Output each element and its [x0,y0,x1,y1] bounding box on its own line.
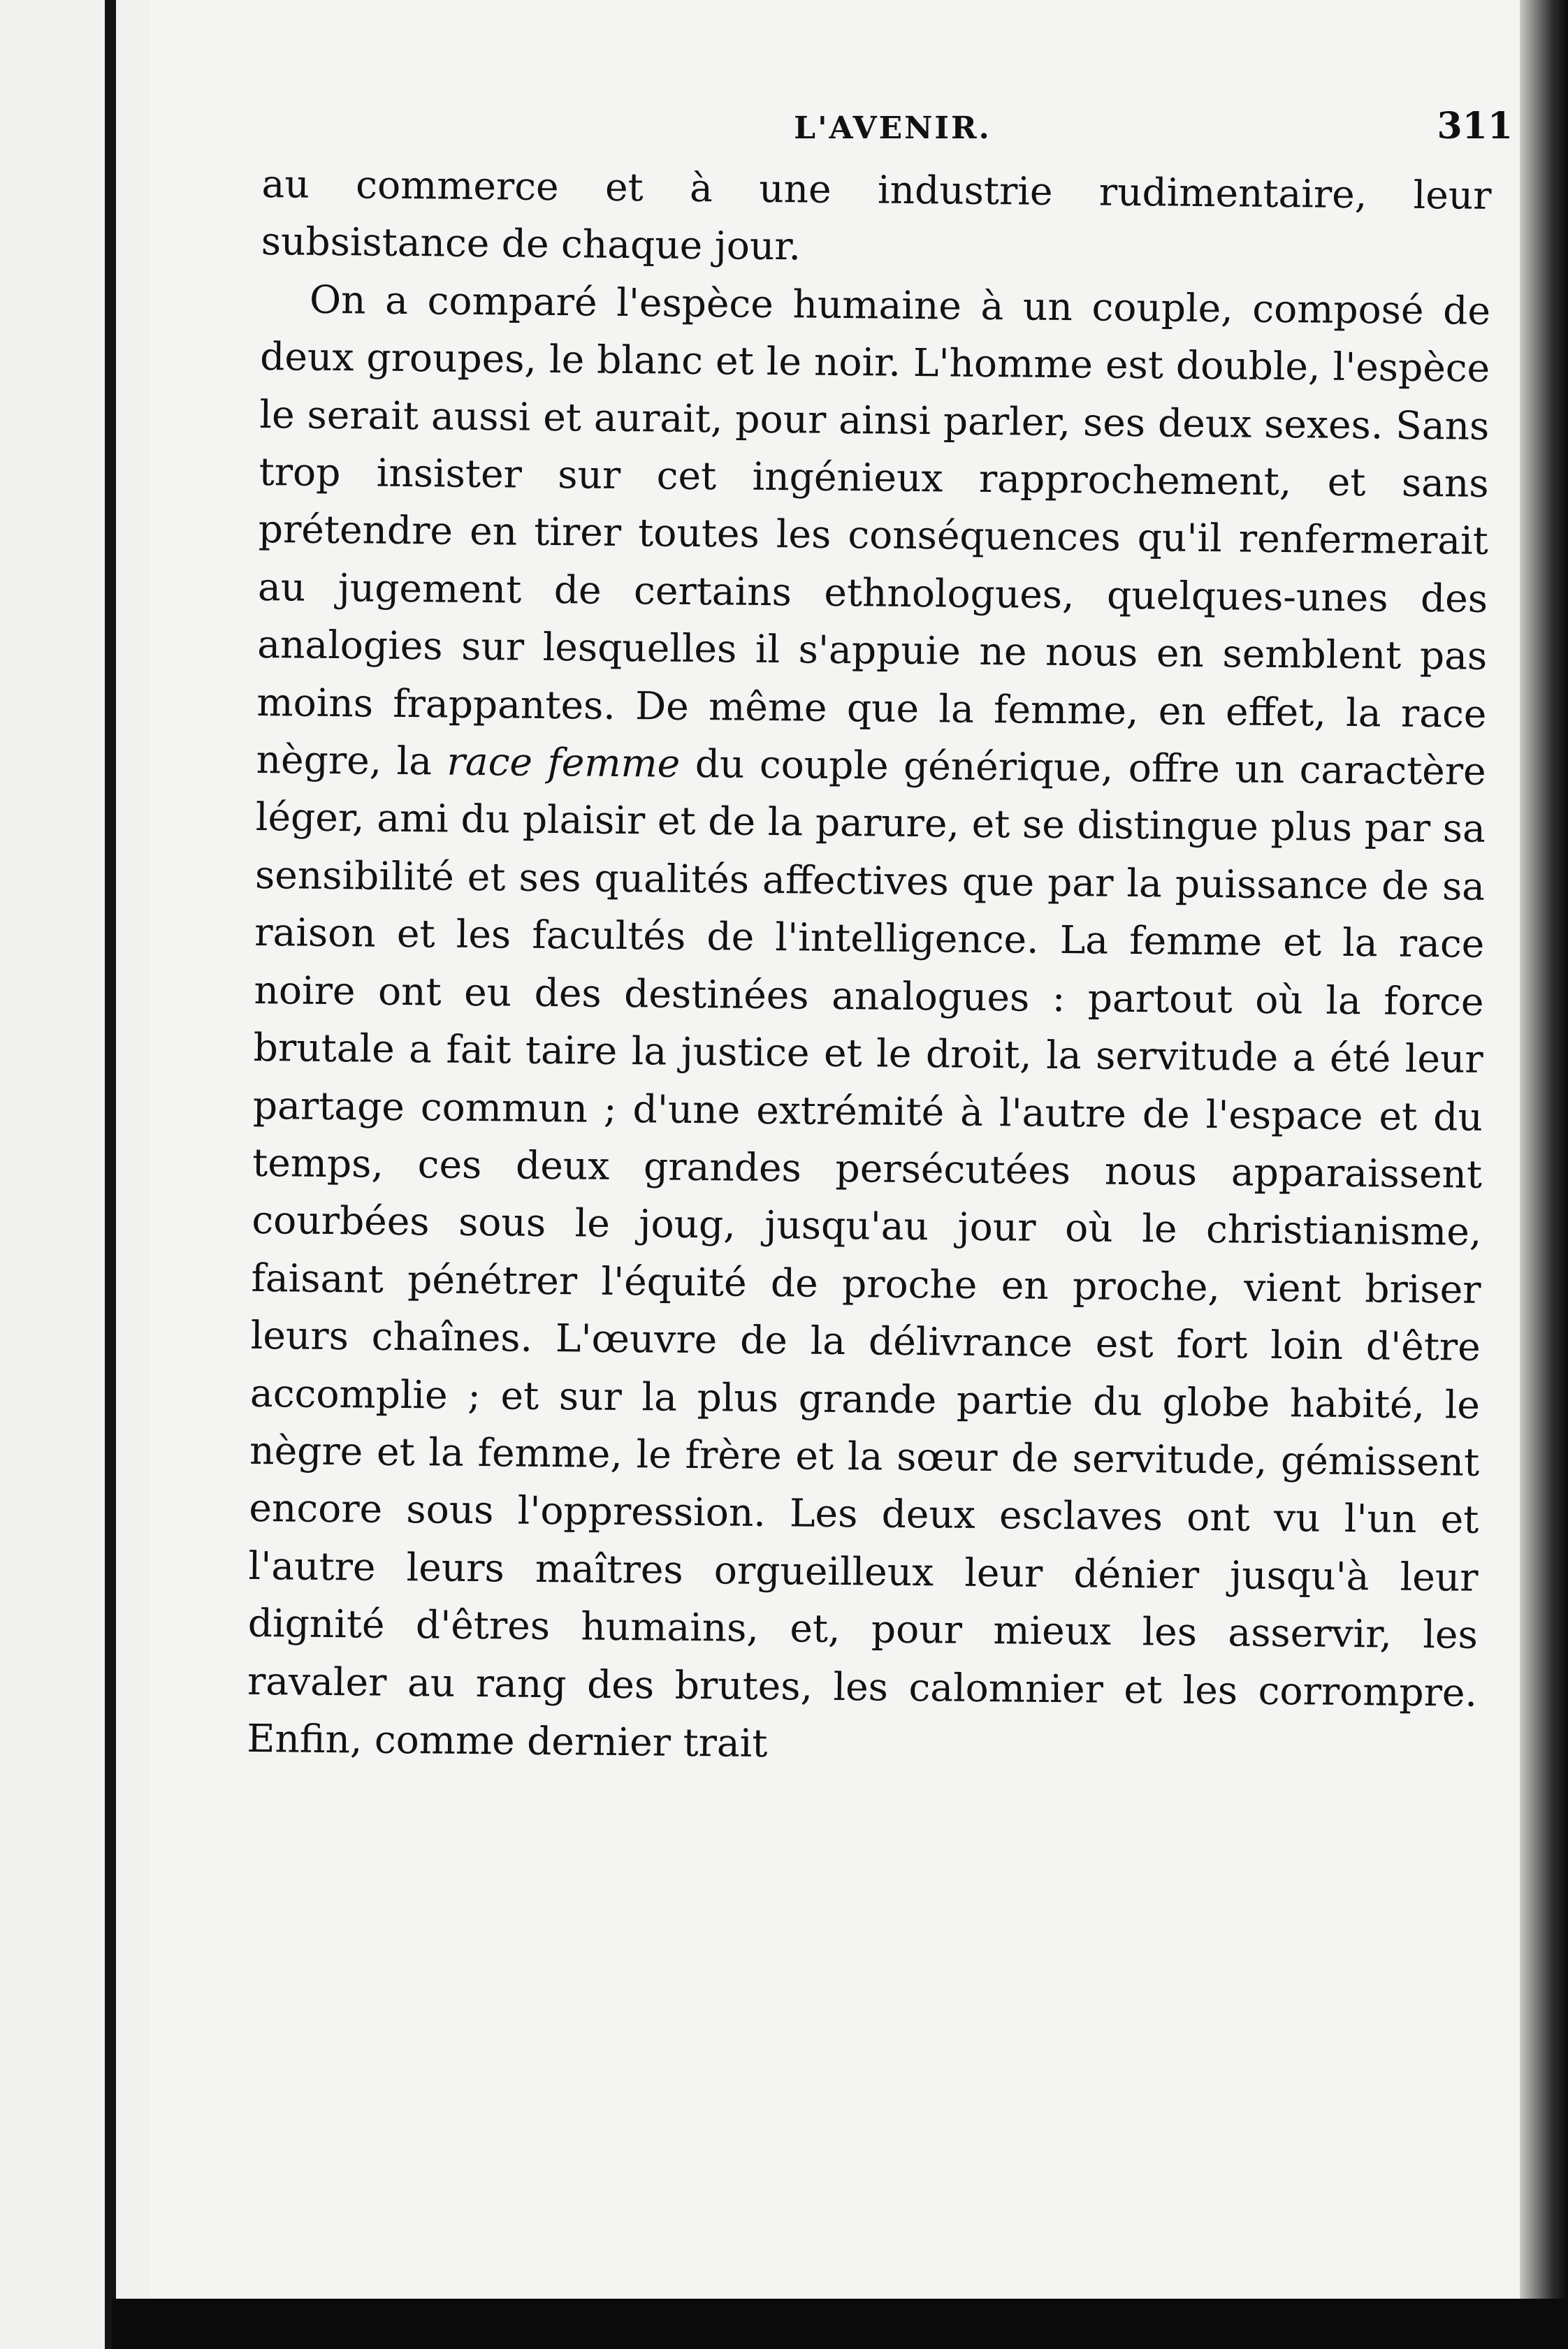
scan-bottom-border [112,2299,1568,2349]
page-number: 311 [1437,105,1513,147]
page-right-edge [1520,0,1568,2349]
binding-shadow [105,0,116,2349]
italic-phrase: race femme [447,739,681,786]
paragraph-text-part: du couple générique, offre un caractère léger, ami du plaisir et de la parure, et se distingue plus par sa sensibilité et ses qualités affectives que par la puissance de sa raison et les facultés de l'intelligence. La femme et la race noire ont eu des destinées analogues : partout où la force brutale a fait taire la justice et le droit, la servitude a été leur partage commun ; d'une extrémité à l'autre de l'espace et du temps, ces deux grandes persécutées nous apparaissent courbées sous le joug, jusqu'au jour où le christianisme, faisant pénétrer l'équité de proche en proche, vient briser leurs chaînes. L'œuvre de la délivrance est fort loin d'être accomplie ; et sur la plus grande partie du globe habité, le nègre et la femme, le frère et la sœur de servitude, gémissent encore sous l'oppression. Les deux esclaves ont vu l'un et l'autre leurs maîtres orgueilleux leur dénier jusqu'à leur dignité d'êtres humains, et, pour mieux les asservir, les ravaler au rang des brutes, les calomnier et les corrompre. Enfin, comme dernier trait [246,741,1486,1766]
running-head [273,105,1513,161]
paragraph-continued: au commerce et à une industrie rudimentaire, leur subsistance de chaque jour. [261,161,1492,269]
body-text [247,155,1492,1779]
running-title: L'AVENIR. [794,110,992,146]
paragraph-text-part: On a comparé l'espèce humaine à un couple, composé de deux groupes, le blanc et le noir. L'homme est double, l'espèce le serait aussi et aurait, pour ainsi parler, ses deux sexes. Sans trop insister sur cet ingénieux rapprochement, et sans prétendre en tirer toutes les conséquences qu'il renfermerait au jugement de certains ethnologues, quelques-unes des analogies sur lesquelles il s'appuie ne nous en semblent pas moins frappantes. De même que la femme, en effet, la race nègre, la [256,277,1491,784]
facing-page-edge [0,0,150,2349]
book-page [150,0,1545,2299]
paragraph [247,270,1490,1779]
